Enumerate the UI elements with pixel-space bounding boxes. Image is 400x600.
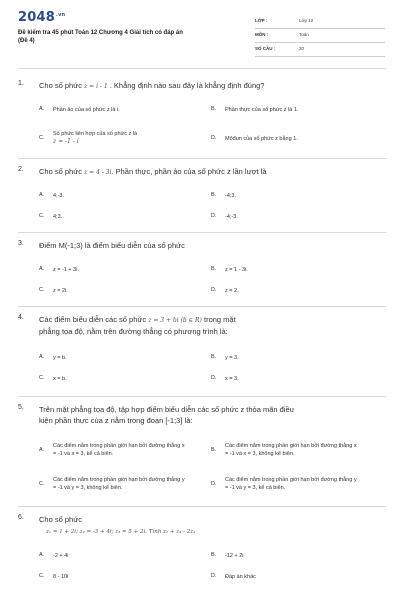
option-label: C. — [39, 573, 45, 579]
option-label: D. — [211, 287, 217, 293]
option-label: B. — [211, 192, 217, 198]
option-text: Các điểm nằm trong phần giới hạn bởi đường thẳng x = -1 và x = 3, kể cả biên. — [53, 443, 185, 457]
meta-count-value: 20 — [299, 46, 305, 51]
meta-class-value: Lớp 12 — [299, 18, 314, 23]
option-math: z = -1 - i — [53, 138, 79, 145]
divider — [18, 306, 386, 307]
exam-title — [18, 29, 228, 45]
option-label: C. — [39, 481, 45, 487]
question-text — [39, 404, 382, 426]
option-label: A. — [39, 192, 45, 198]
logo-sub-text: .vn — [55, 11, 66, 18]
question-number: 4. — [18, 314, 24, 321]
question-text-part: phẳng tọa độ, nằm trên đường thẳng có phương trình là: — [39, 327, 228, 336]
divider — [18, 232, 386, 233]
site-logo[interactable] — [18, 10, 65, 25]
option-label: B. — [211, 354, 217, 360]
option-label: C. — [39, 287, 45, 293]
question-text: Cho số phức — [39, 515, 82, 524]
question-text — [39, 166, 382, 178]
option-label: D. — [211, 375, 217, 381]
divider — [18, 396, 386, 397]
question-4 — [18, 314, 386, 392]
option-text: z = 1 - 3i. — [225, 267, 248, 273]
exam-meta — [255, 16, 385, 58]
question-text: Điểm M(-1;3) là điểm biểu diễn của số phức — [39, 241, 185, 250]
option-label: C. — [39, 375, 45, 381]
question-number: 5. — [18, 404, 24, 411]
question-5 — [18, 404, 386, 504]
option-text: z = 2i. — [53, 288, 68, 294]
option-text: Số phức liên hợp của số phức z là — [53, 131, 138, 137]
question-text-part: kiện phần thực của z nằm trong đoạn [-1;3] là: — [39, 416, 193, 425]
question-text-part: Cho số phức — [39, 81, 82, 90]
question-number: 2. — [18, 166, 24, 173]
option-text: -4;3. — [225, 193, 237, 199]
question-text-part: Cho số phức — [39, 167, 82, 176]
option-label: D. — [211, 135, 217, 141]
option-label: C. — [39, 135, 45, 141]
option-label: A. — [39, 266, 45, 272]
option-text: Môđun của số phức z bằng 1. — [225, 136, 298, 142]
option-text: Phần thực của số phức z là 1. — [225, 107, 299, 113]
question-math: z = 3 + bi (b ∈ R) — [148, 317, 202, 324]
option-text: 4;3. — [53, 214, 63, 220]
option-text: -4;-3. — [225, 214, 238, 220]
question-text — [39, 80, 382, 92]
option-label: C. — [39, 213, 45, 219]
option-text: x = 3. — [225, 376, 239, 382]
option-text: Đáp án khác — [225, 574, 256, 580]
option-text: Phần ảo của số phức z là i. — [53, 107, 120, 113]
option-label: D. — [211, 213, 217, 219]
option-label: A. — [39, 447, 45, 453]
question-text-part: Các điểm biểu diễn các số phức — [39, 315, 147, 324]
question-number: 6. — [18, 514, 24, 521]
question-6 — [18, 514, 386, 594]
meta-subject-value: Toán — [299, 32, 309, 37]
option-text: z = 2. — [225, 288, 239, 294]
divider — [18, 506, 386, 507]
option-label: A. — [39, 552, 45, 558]
exam-header — [18, 10, 386, 58]
option-text: y = b. — [53, 355, 67, 361]
question-3 — [18, 240, 386, 306]
option-label: B. — [211, 447, 217, 453]
meta-count-label: SỐ CÂU : — [255, 46, 276, 51]
divider — [18, 68, 386, 69]
option-text: y = 3. — [225, 355, 239, 361]
option-label: A. — [39, 106, 45, 112]
option-text: 4;-3. — [53, 193, 65, 199]
question-math: z = i - 1 — [84, 83, 108, 90]
option-text-block — [53, 130, 193, 146]
option-text: Các điểm nằm trong phần giới hạn bởi đường thẳng x = -1 và x = 3, không kể biên. — [225, 443, 357, 457]
question-text-part: . Phần thực, phần ảo của số phức z lần lượt là — [111, 167, 267, 176]
option-text: Các điểm nằm trong phần giới hạn bởi đường thẳng y = -1 và y = 3, kể cả biên. — [225, 477, 357, 491]
question-text — [39, 314, 382, 337]
option-label: D. — [211, 481, 217, 487]
question-text-part: trong mặt — [203, 315, 236, 324]
meta-subject-label: MÔN : — [255, 32, 269, 37]
option-label: B. — [211, 266, 217, 272]
meta-row-subject — [255, 30, 385, 43]
question-number: 1. — [18, 80, 24, 87]
option-text: Các điểm nằm trong phần giới hạn bởi đường thẳng y = -1 và y = 3, không kể biên. — [53, 477, 185, 491]
divider — [18, 158, 386, 159]
exam-title-line2: (Đề 4) — [18, 38, 35, 44]
exam-title-line1: Đề kiểm tra 45 phút Toán 12 Chương 4 Giải tích có đáp án — [18, 30, 183, 36]
question-text-part: Trên mặt phẳng tọa độ, tập hợp điểm biểu diễn các số phức z thỏa mãn điều — [39, 405, 294, 414]
logo-main-text: 2048 — [18, 10, 55, 25]
option-text: -2 + 4i — [53, 553, 69, 559]
option-label: B. — [211, 106, 217, 112]
question-2 — [18, 166, 386, 232]
option-text: -12 + 2i — [225, 553, 244, 559]
option-label: B. — [211, 552, 217, 558]
question-math: z = 4 - 3i — [84, 169, 112, 176]
meta-row-class — [255, 16, 385, 29]
question-number: 3. — [18, 240, 24, 247]
option-label: D. — [211, 573, 217, 579]
option-text: x = b. — [53, 376, 67, 382]
option-text: z = -1 + 3i. — [53, 267, 79, 273]
question-math: z₁ = 1 + 2i; z₂ = -3 + 4i; z₃ = 5 + 2i. Tính z₁ + z₃ - 2z₂ — [46, 529, 196, 535]
question-1 — [18, 80, 386, 156]
option-label: A. — [39, 354, 45, 360]
question-text-part: . Khẳng định nào sau đây là khẳng định đúng? — [109, 81, 265, 90]
meta-row-count — [255, 44, 385, 57]
meta-class-label: LỚP : — [255, 18, 268, 23]
option-text: 8 - 10i — [53, 574, 69, 580]
